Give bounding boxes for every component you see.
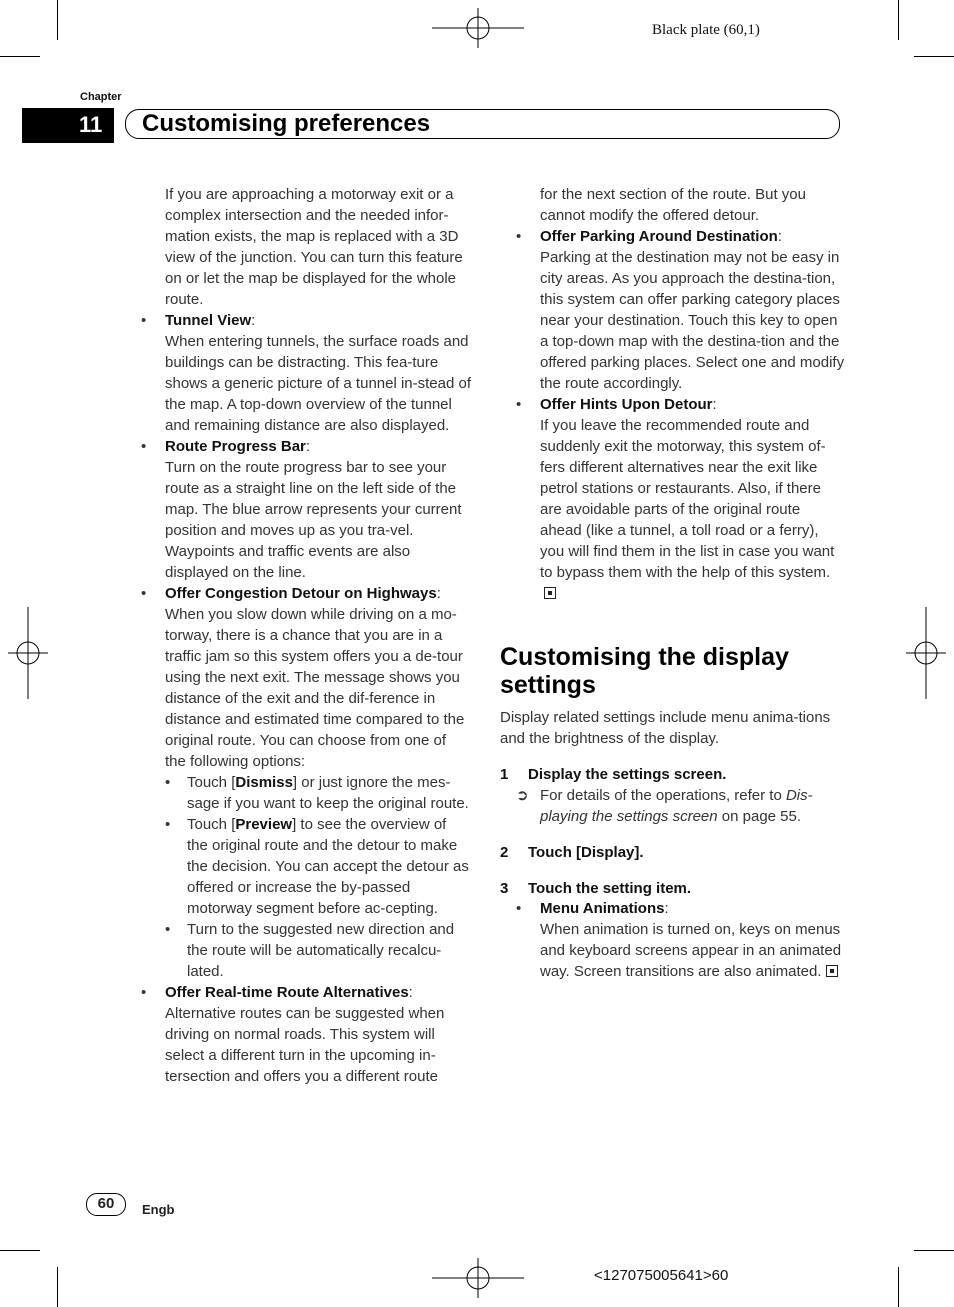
crop-mark — [0, 56, 40, 57]
list-item: • Offer Congestion Detour on Highways: When you slow down while driving on a mo-torway, there is a chance that you are in a traffic jam so this system offers you a de-tour using the next exit. The message shows you distance of the exit and the dif-ference in distance and estimated time compared to the original route. You can choose from one of the following options: • Touch [Dismiss] or just ignore the mes-sage if you want to keep the original route. • Touch [Preview] to see the overview of the original route and the detour to make the decision. You can accept the detour as offered or increase the by-passed motorway segment before ac-cepting. • Turn to the suggested new direction and the route will be automatically recalcu-lated. — [141, 583, 471, 982]
document-code: <127075005641>60 — [594, 1267, 729, 1284]
sub-item-text: ] to see the overview of the original route and the detour to make the decision. You can accept the detour as offered or increase the by-passed motorway segment before ac-cepting. — [187, 816, 469, 917]
crop-mark — [898, 1267, 899, 1307]
registration-mark-icon — [906, 607, 946, 699]
note-text: on page 55. — [717, 808, 802, 825]
end-mark-icon — [826, 965, 838, 977]
step-number: 2 — [500, 844, 509, 861]
preview-key: Preview — [235, 816, 293, 833]
language-label: Engb — [142, 1202, 175, 1217]
crop-mark — [898, 0, 899, 40]
step-note — [516, 785, 846, 827]
item-text: Turn on the route progress bar to see your route as a straight line on the left side of the map. The blue arrow represents your current position and moves up as you tra-vel. Waypoints and traffic events are also displayed on the line. — [165, 459, 462, 581]
item-text: If you leave the recommended route and suddenly exit the motorway, this system of-fers different alternatives near the exit like petrol stations or restaurants. Also, if there are avoidable parts of the original route ahead (like a tunnel, a toll road or a ferry), you will find them in the list in case you want to bypass them with the help of this system. — [540, 417, 835, 581]
list-item: • Route Progress Bar: Turn on the route progress bar to see your route as a straight line on the left side of the map. The blue arrow represents your current position and moves up as you tra-vel. Waypoints and traffic events are also displayed on the line. — [141, 436, 471, 583]
registration-mark-icon — [432, 8, 524, 48]
item-text: Parking at the destination may not be easy in city areas. As you approach the destina-tion, this system can offer parking category places near your destination. Touch this key to open a top-down map with the destina-tion and the offered parking places. Select one and modify the route accordingly. — [540, 249, 845, 392]
dismiss-key: Dismiss — [235, 774, 293, 791]
list-item: • Tunnel View: When entering tunnels, the surface roads and buildings can be distracting. This fea-ture shows a generic picture of a tunnel in-stead of the map. A top-down overview of the tunnel and remaining distance are also displayed. — [141, 312, 472, 434]
sub-item-text: ] or just ignore the mes-sage if you want to keep the original route. — [187, 774, 469, 812]
crop-mark — [0, 1250, 40, 1251]
sub-item-text: Turn to the suggested new direction and the route will be automatically recalcu-lated. — [187, 921, 455, 980]
step-number: 1 — [500, 766, 509, 783]
arrow-icon: ➲ — [516, 787, 529, 804]
crop-mark — [914, 1250, 954, 1251]
crop-mark — [57, 0, 58, 40]
note-item — [516, 785, 846, 827]
chapter-number: 11 — [79, 112, 103, 137]
bullet-icon: • — [516, 228, 522, 245]
crop-mark — [57, 1267, 58, 1307]
item-text: When entering tunnels, the surface roads and buildings can be distracting. This fea-ture shows a generic picture of a tunnel in-stead of the map. A top-down overview of the tunnel and remaining distance are also displayed. — [165, 333, 472, 434]
item-title: Tunnel View — [165, 312, 252, 329]
section-heading: Customising the display settings — [500, 643, 789, 699]
sub-item-text: Touch [ — [187, 774, 236, 791]
step-text: Touch the setting item. — [528, 880, 692, 897]
note-reference: Dis-playing the settings screen — [540, 787, 813, 825]
list-item: • Menu Animations: When animation is turned on, keys on menus and keyboard screens appear in an animated way. Screen transitions are also animated. — [516, 900, 842, 980]
sub-item — [165, 919, 471, 982]
crop-mark — [914, 56, 954, 57]
bullet-icon: • — [141, 438, 147, 455]
step-number: 3 — [500, 880, 509, 897]
sub-item — [165, 814, 471, 919]
section-intro-text: Display related settings include menu anima-tions and the brightness of the display. — [500, 709, 831, 747]
left-column — [141, 184, 471, 1087]
list-item: • Offer Hints Upon Detour: If you leave the recommended route and suddenly exit the motorway, this system of-fers different alternatives near the exit like petrol stations or restaurants. Also, if there are avoidable parts of the original route ahead (like a tunnel, a toll road or a ferry), you will find them in the list in case you want to bypass them with the help of this system. — [516, 394, 846, 604]
step-text: Display the settings screen. — [528, 766, 727, 783]
bullet-icon: • — [141, 585, 147, 602]
right-column — [516, 184, 846, 604]
item-title: Menu Animations — [540, 900, 665, 917]
bullet-icon: • — [516, 396, 522, 413]
item-text: Alternative routes can be suggested when driving on normal roads. This system will select a different turn in the upcoming in-tersection and offers you a different route — [165, 1005, 445, 1085]
sub-item-text: Touch [ — [187, 816, 236, 833]
bullet-icon: • — [141, 984, 147, 1001]
item-title: Offer Congestion Detour on Highways — [165, 585, 437, 602]
bullet-icon: • — [141, 312, 147, 329]
registration-mark-icon — [432, 1258, 524, 1298]
chapter-label: Chapter — [80, 91, 122, 103]
step-text: Touch [Display]. — [528, 844, 644, 861]
item-title: Offer Real-time Route Alternatives — [165, 984, 409, 1001]
step3-list — [516, 898, 846, 982]
intro-paragraph: If you are approaching a motorway exit or a complex intersection and the needed infor-mation exists, the map is replaced with a 3D view of the junction. You can turn this feature on or let the map be displayed for the whole route. — [165, 186, 463, 308]
item-text: When animation is turned on, keys on menus and keyboard screens appear in an animated way. Screen transitions are also animated. — [540, 921, 842, 980]
section-intro — [500, 707, 840, 749]
bullet-icon: • — [165, 774, 171, 791]
bullet-icon: • — [165, 816, 171, 833]
sub-item — [165, 772, 471, 814]
plate-label: Black plate (60,1) — [652, 22, 760, 38]
bullet-icon: • — [516, 900, 522, 917]
item-text: When you slow down while driving on a mo-torway, there is a chance that you are in a traffic jam so this system offers you a de-tour using the next exit. The message shows you distance of the exit and the dif-ference in distance and estimated time compared to the original route. You can choose from one of the following options: — [165, 606, 465, 770]
continued-paragraph: for the next section of the route. But you cannot modify the offered detour. — [540, 186, 806, 224]
note-text: For details of the operations, refer to — [540, 787, 786, 804]
item-title: Offer Parking Around Destination — [540, 228, 778, 245]
item-title: Route Progress Bar — [165, 438, 306, 455]
list-item: • Offer Parking Around Destination: Parking at the destination may not be easy in city areas. As you approach the destina-tion, this system can offer parking category places near your destination. Touch this key to open a top-down map with the destina-tion and the offered parking places. Select one and modify the route accordingly. — [516, 228, 845, 392]
item-title: Offer Hints Upon Detour — [540, 396, 713, 413]
chapter-title: Customising preferences — [142, 110, 431, 137]
list-item: • Offer Real-time Route Alternatives: Alternative routes can be suggested when driving on normal roads. This system will select a different turn in the upcoming in-tersection and offers you a different route — [141, 982, 471, 1087]
page-number: 60 — [97, 1195, 115, 1212]
registration-mark-icon — [8, 607, 48, 699]
end-mark-icon — [544, 587, 556, 599]
bullet-icon: • — [165, 921, 171, 938]
